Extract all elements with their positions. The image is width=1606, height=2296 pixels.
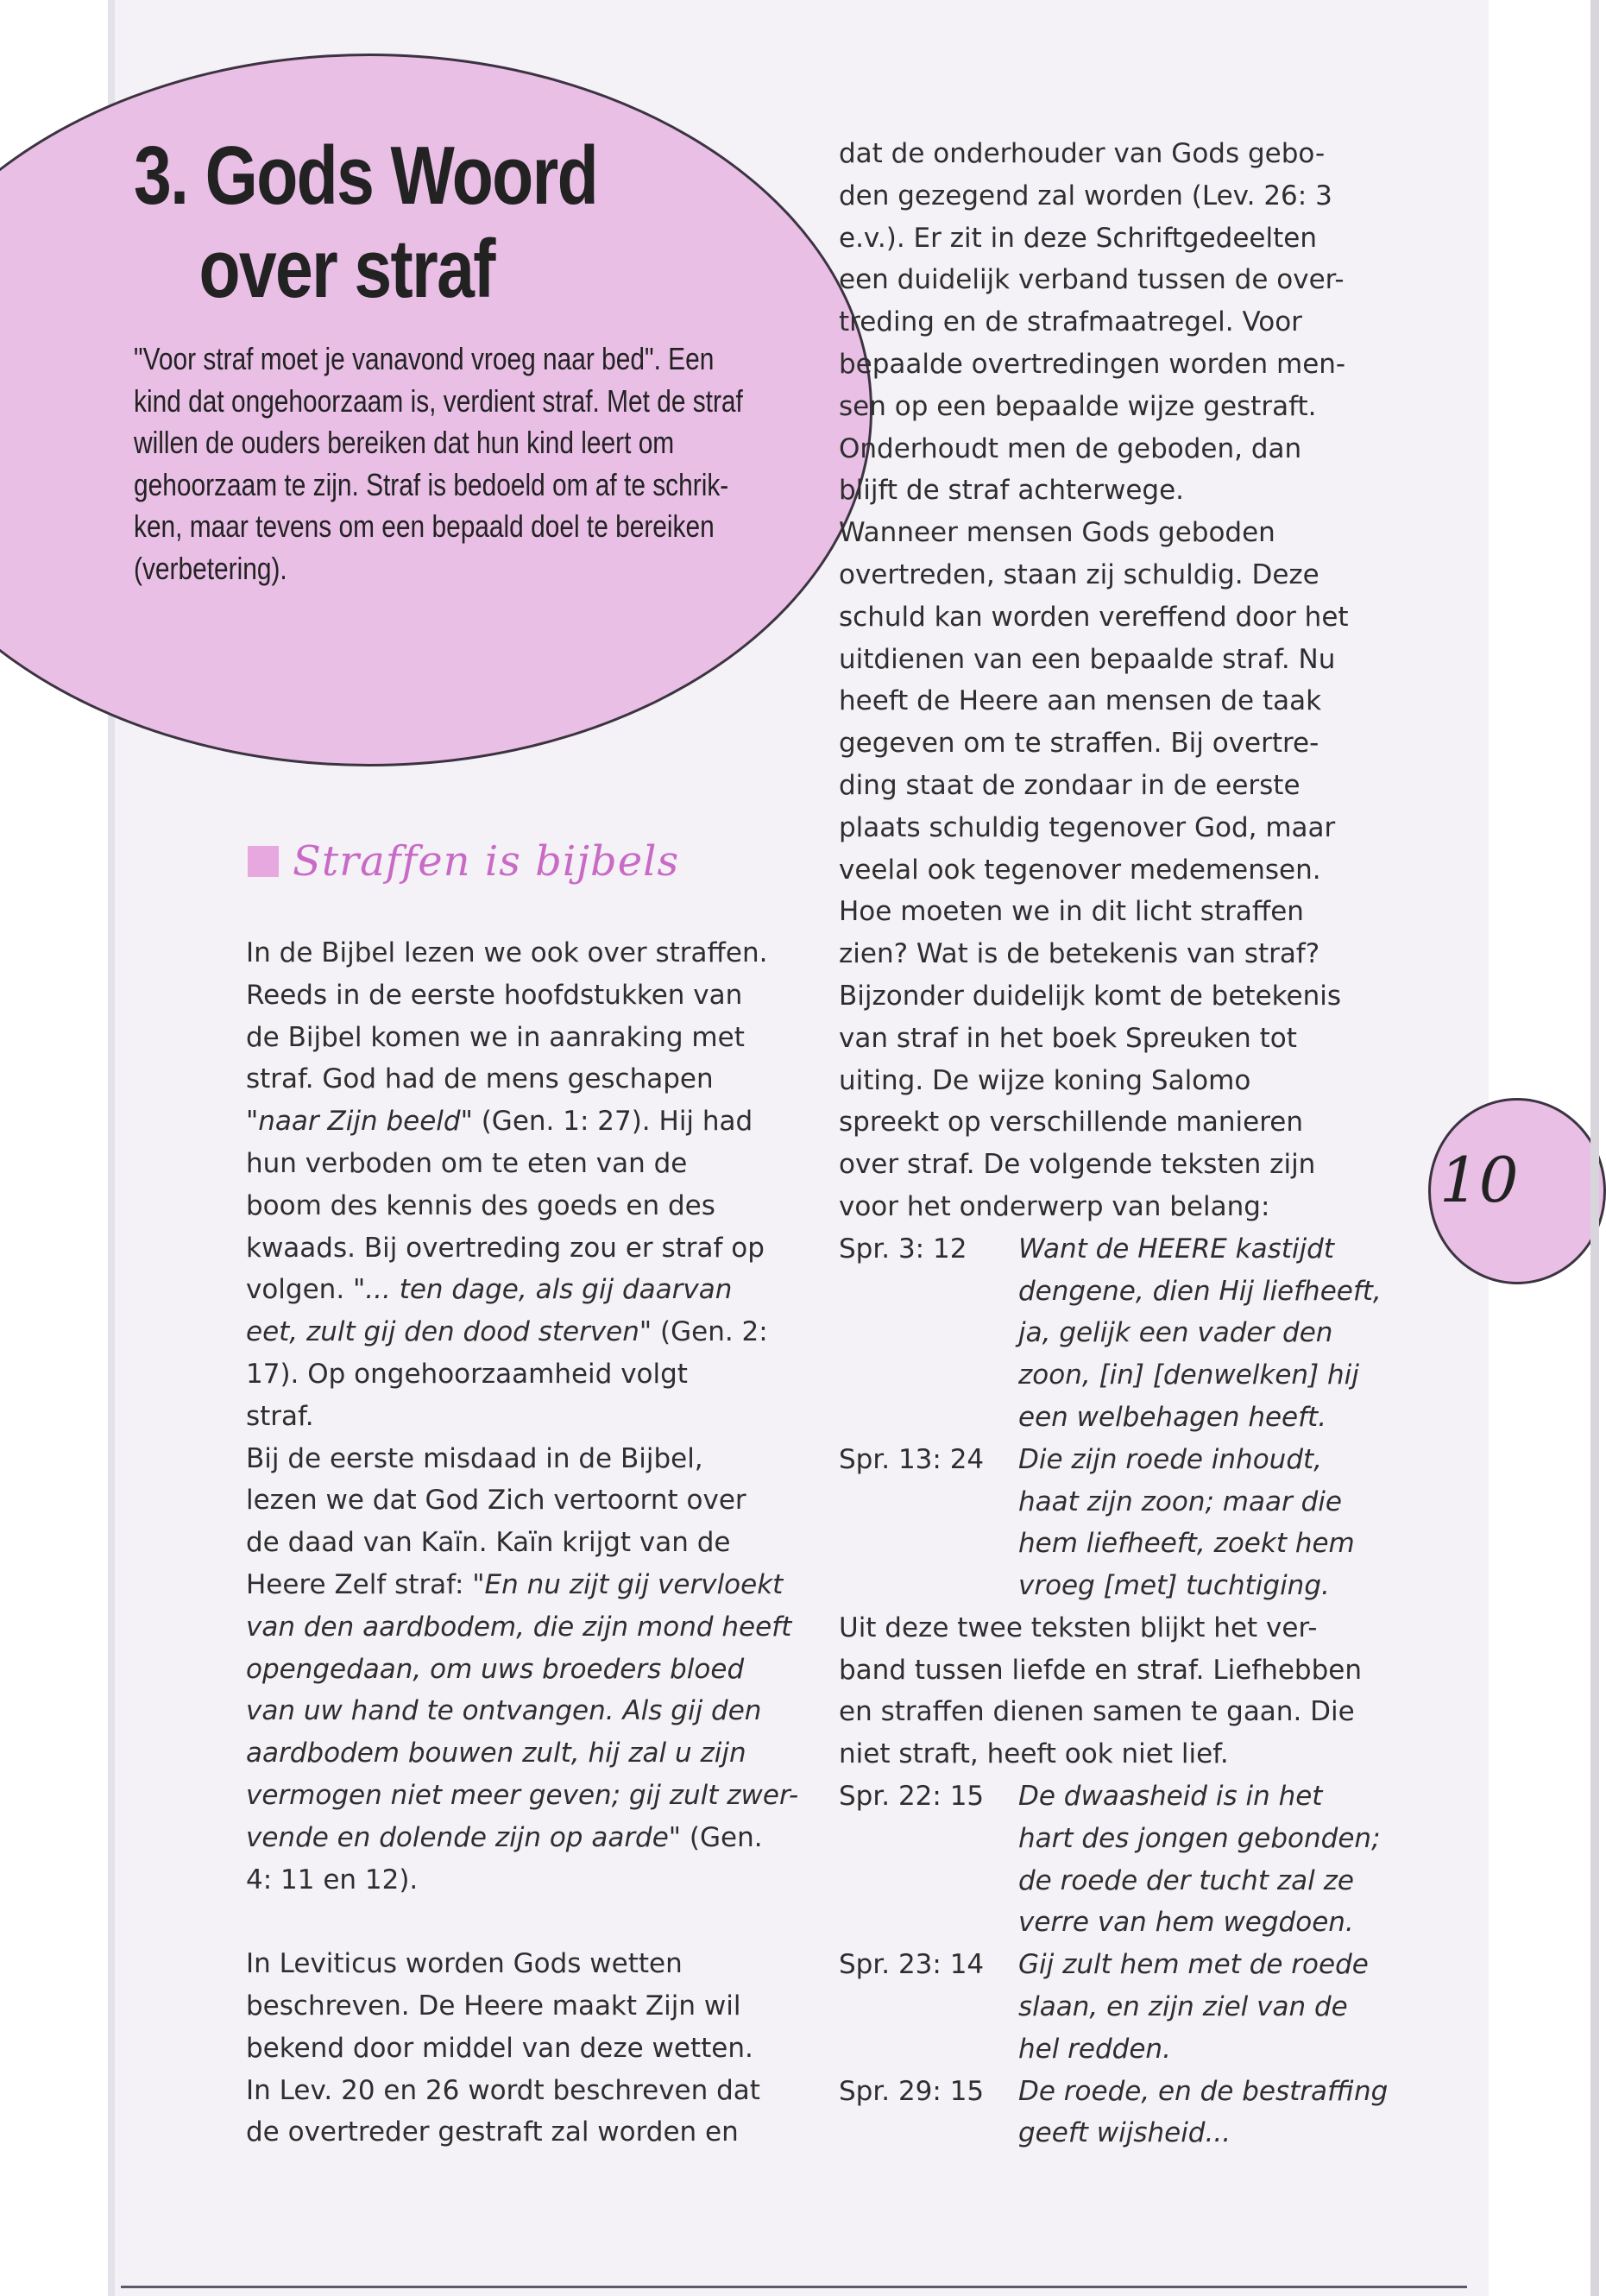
body-line: [246, 1269, 798, 1311]
body-line: kwaads. Bij overtreding zou er straf op: [246, 1232, 765, 1264]
verse-row: [839, 2028, 1388, 2071]
body-line: voor het onderwerp van belang:: [839, 1190, 1270, 1222]
verse-text: dengene, dien Hij liefheeft,: [1018, 1275, 1382, 1307]
body-line: beschreven. De Heere maakt Zijn wil: [246, 1990, 741, 2022]
verse-text: de roede der tucht zal ze: [1018, 1864, 1354, 1896]
intro-line: gehoorzaam te zijn. Straf is bedoeld om af te schrik-: [134, 466, 729, 502]
verse-reference: Spr. 3: 12: [839, 1233, 967, 1265]
body-line: veelal ook tegenover medemensen.: [839, 854, 1321, 886]
verse-row: [839, 1944, 1388, 1986]
verse-text: De roede, en de bestraffing: [1018, 2075, 1389, 2107]
verse-text: hart des jongen gebonden;: [1018, 1822, 1381, 1854]
body-line: straf. God had de mens geschapen: [246, 1063, 714, 1095]
page-number: 10: [1439, 1144, 1519, 1216]
page: [108, 0, 1519, 2296]
body-line: treding en de strafmaatregel. Voor: [839, 306, 1302, 338]
paragraph-gap: [246, 1901, 798, 1943]
verse-text: Want de HEERE kastijdt: [1018, 1233, 1334, 1265]
body-line: Wanneer mensen Gods geboden: [839, 517, 1275, 549]
verse-row: [839, 1439, 1388, 1481]
verse-row: [839, 1354, 1388, 1397]
body-line: spreekt op verschillende manieren: [839, 1107, 1303, 1139]
pink-square-bullet-icon: [248, 846, 279, 877]
verse-row: [839, 1523, 1388, 1565]
body-line: Onderhoudt men de geboden, dan: [839, 432, 1302, 464]
body-line: uitdienen van een bepaalde straf. Nu: [839, 643, 1336, 675]
body-line: [246, 1732, 798, 1775]
body-line: [246, 1649, 798, 1691]
body-line: [246, 1690, 798, 1732]
intro-text: [134, 338, 743, 590]
body-line: Uit deze twee teksten blijkt het ver-: [839, 1612, 1318, 1643]
verse-row: [839, 1776, 1388, 1818]
quote: eet, zult gij den dood sterven": [246, 1316, 652, 1348]
intro-line: "Voor straf moet je vanavond vroeg naar bed". Een: [134, 341, 715, 376]
verse-row: [839, 1312, 1388, 1354]
body-line: boom des kennis des goeds en des: [246, 1189, 715, 1221]
verse-text: De dwaasheid is in het: [1018, 1781, 1323, 1813]
text: Heere Zelf straf:: [246, 1568, 473, 1600]
body-line: niet straft, heeft ook niet lief.: [839, 1738, 1229, 1770]
verse-row: [839, 1271, 1388, 1313]
verse-row: [839, 1565, 1388, 1607]
verse-text: haat zijn zoon; maar die: [1018, 1485, 1342, 1517]
text: volgen.: [246, 1274, 354, 1306]
verse-row: [839, 1228, 1388, 1271]
body-line: sen op een bepaalde wijze gestraft.: [839, 390, 1317, 422]
verse-row: [839, 1902, 1388, 1944]
body-line: straf.: [246, 1400, 314, 1432]
intro-line: kind dat ongehoorzaam is, verdient straf. Met de straf: [134, 382, 743, 419]
title-line-2: over straf: [198, 223, 494, 315]
reference: (Gen. 2:: [652, 1316, 768, 1348]
verse-row: [839, 2112, 1388, 2154]
verse-text: vroeg [met] tuchtiging.: [1018, 1570, 1330, 1602]
verse-text: geeft wijsheid...: [1018, 2117, 1231, 2149]
verse-text: hem liefheeft, zoekt hem: [1018, 1528, 1355, 1560]
body-line: zien? Wat is de betekenis van straf?: [839, 938, 1320, 970]
quote: "... ten dage, als gij daarvan: [353, 1274, 733, 1306]
body-line: een duidelijk verband tussen de over-: [839, 264, 1345, 296]
verse-row: [839, 1481, 1388, 1523]
left-column: [246, 932, 798, 2154]
quote: opengedaan, om uws broeders bloed: [246, 1653, 745, 1685]
page-edge-right: [1590, 0, 1599, 2296]
verse-text: een welbehagen heeft.: [1018, 1401, 1327, 1433]
verse-reference: Spr. 22: 15: [839, 1781, 985, 1813]
reference: (Gen. 1: 27). Hij had: [472, 1106, 753, 1138]
body-line: In de Bijbel lezen we ook over straffen.: [246, 937, 768, 968]
body-line: Hoe moeten we in dit licht straffen: [839, 896, 1304, 928]
body-line: overtreden, staan zij schuldig. Deze: [839, 558, 1319, 590]
verse-reference: Spr. 29: 15: [839, 2075, 985, 2107]
body-line: [246, 1564, 798, 1606]
right-column: [839, 133, 1388, 2154]
verse-reference: Spr. 23: 14: [839, 1949, 985, 1981]
body-line: bekend door middel van deze wetten.: [246, 2032, 753, 2064]
body-line: Reeds in de eerste hoofdstukken van: [246, 979, 743, 1011]
body-line: lezen we dat God Zich vertoornt over: [246, 1485, 746, 1517]
quote: "En nu zijt gij vervloekt: [472, 1568, 784, 1600]
body-line: In Lev. 20 en 26 wordt beschreven dat: [246, 2074, 760, 2106]
verse-text: Die zijn roede inhoudt,: [1018, 1443, 1323, 1475]
reference: (Gen.: [681, 1821, 763, 1853]
quote: aardbodem bouwen zult, hij zal u zijn: [246, 1738, 746, 1769]
subheading-text: Straffen is bijbels: [293, 837, 680, 886]
intro-line: (verbetering).: [134, 550, 287, 586]
intro-line: willen de ouders bereiken dat hun kind leert om: [134, 425, 675, 460]
body-line: en straffen dienen samen te gaan. Die: [839, 1696, 1355, 1728]
body-line: uiting. De wijze koning Salomo: [839, 1064, 1251, 1096]
verse-reference: Spr. 13: 24: [839, 1443, 985, 1475]
body-line: Bijzonder duidelijk komt de betekenis: [839, 980, 1341, 1012]
body-line: de daad van Kaïn. Kaïn krijgt van de: [246, 1527, 731, 1559]
quote: van uw hand te ontvangen. Als gij den: [246, 1695, 762, 1727]
page-title: [134, 129, 597, 316]
body-line: hun verboden om te eten van de: [246, 1147, 688, 1179]
body-line: [246, 1817, 798, 1859]
body-line: 4: 11 en 12).: [246, 1864, 419, 1895]
body-line: Bij de eerste misdaad in de Bijbel,: [246, 1442, 703, 1474]
body-line: band tussen liefde en straf. Liefhebben: [839, 1654, 1362, 1686]
body-line: [246, 1606, 798, 1649]
body-line: 17). Op ongehoorzaamheid volgt: [246, 1358, 688, 1390]
body-line: gegeven om te straffen. Bij overtre-: [839, 728, 1319, 760]
body-line: de overtreder gestraft zal worden en: [246, 2116, 739, 2148]
verse-text: zoon, [in] [denwelken] hij: [1018, 1359, 1359, 1391]
intro-line: ken, maar tevens om een bepaald doel te bereiken: [134, 508, 715, 544]
verse-row: [839, 1818, 1388, 1860]
verse-row: [839, 2071, 1388, 2113]
body-line: [246, 1311, 798, 1353]
verse-row: [839, 1860, 1388, 1902]
quote: vende en dolende zijn op aarde": [246, 1821, 682, 1853]
body-line: [246, 1101, 798, 1143]
body-line: den gezegend zal worden (Lev. 26: 3: [839, 180, 1332, 211]
body-line: ding staat de zondaar in de eerste: [839, 769, 1301, 801]
quote: van den aardbodem, die zijn mond heeft: [246, 1611, 792, 1643]
verse-row: [839, 1986, 1388, 2028]
body-line: heeft de Heere aan mensen de taak: [839, 685, 1322, 717]
section-subheading: [248, 836, 679, 887]
verse-row: [839, 1397, 1388, 1439]
body-line: In Leviticus worden Gods wetten: [246, 1948, 683, 1980]
verse-text: ja, gelijk een vader den: [1018, 1317, 1333, 1349]
body-line: bepaalde overtredingen worden men-: [839, 348, 1346, 380]
body-line: over straf. De volgende teksten zijn: [839, 1149, 1316, 1181]
verse-text: verre van hem wegdoen.: [1018, 1907, 1354, 1939]
body-line: de Bijbel komen we in aanraking met: [246, 1021, 745, 1053]
title-line-1: 3. Gods Woord: [134, 129, 598, 222]
body-line: blijft de straf achterwege.: [839, 475, 1185, 507]
verse-text: hel redden.: [1018, 2033, 1171, 2065]
body-line: [246, 1775, 798, 1817]
body-line: van straf in het boek Spreuken tot: [839, 1022, 1297, 1054]
body-line: plaats schuldig tegenover God, maar: [839, 811, 1336, 843]
body-line: e.v.). Er zit in deze Schriftgedeelten: [839, 222, 1317, 254]
body-line: schuld kan worden vereffend door het: [839, 601, 1349, 633]
body-line: dat de onderhouder van Gods gebo-: [839, 138, 1326, 169]
quote: vermogen niet meer geven; gij zult zwer-: [246, 1779, 799, 1811]
quote: "naar Zijn beeld": [246, 1106, 473, 1138]
bottom-rule: [121, 2286, 1467, 2288]
verse-text: slaan, en zijn ziel van de: [1018, 1991, 1348, 2023]
verse-text: Gij zult hem met de roede: [1018, 1949, 1369, 1981]
